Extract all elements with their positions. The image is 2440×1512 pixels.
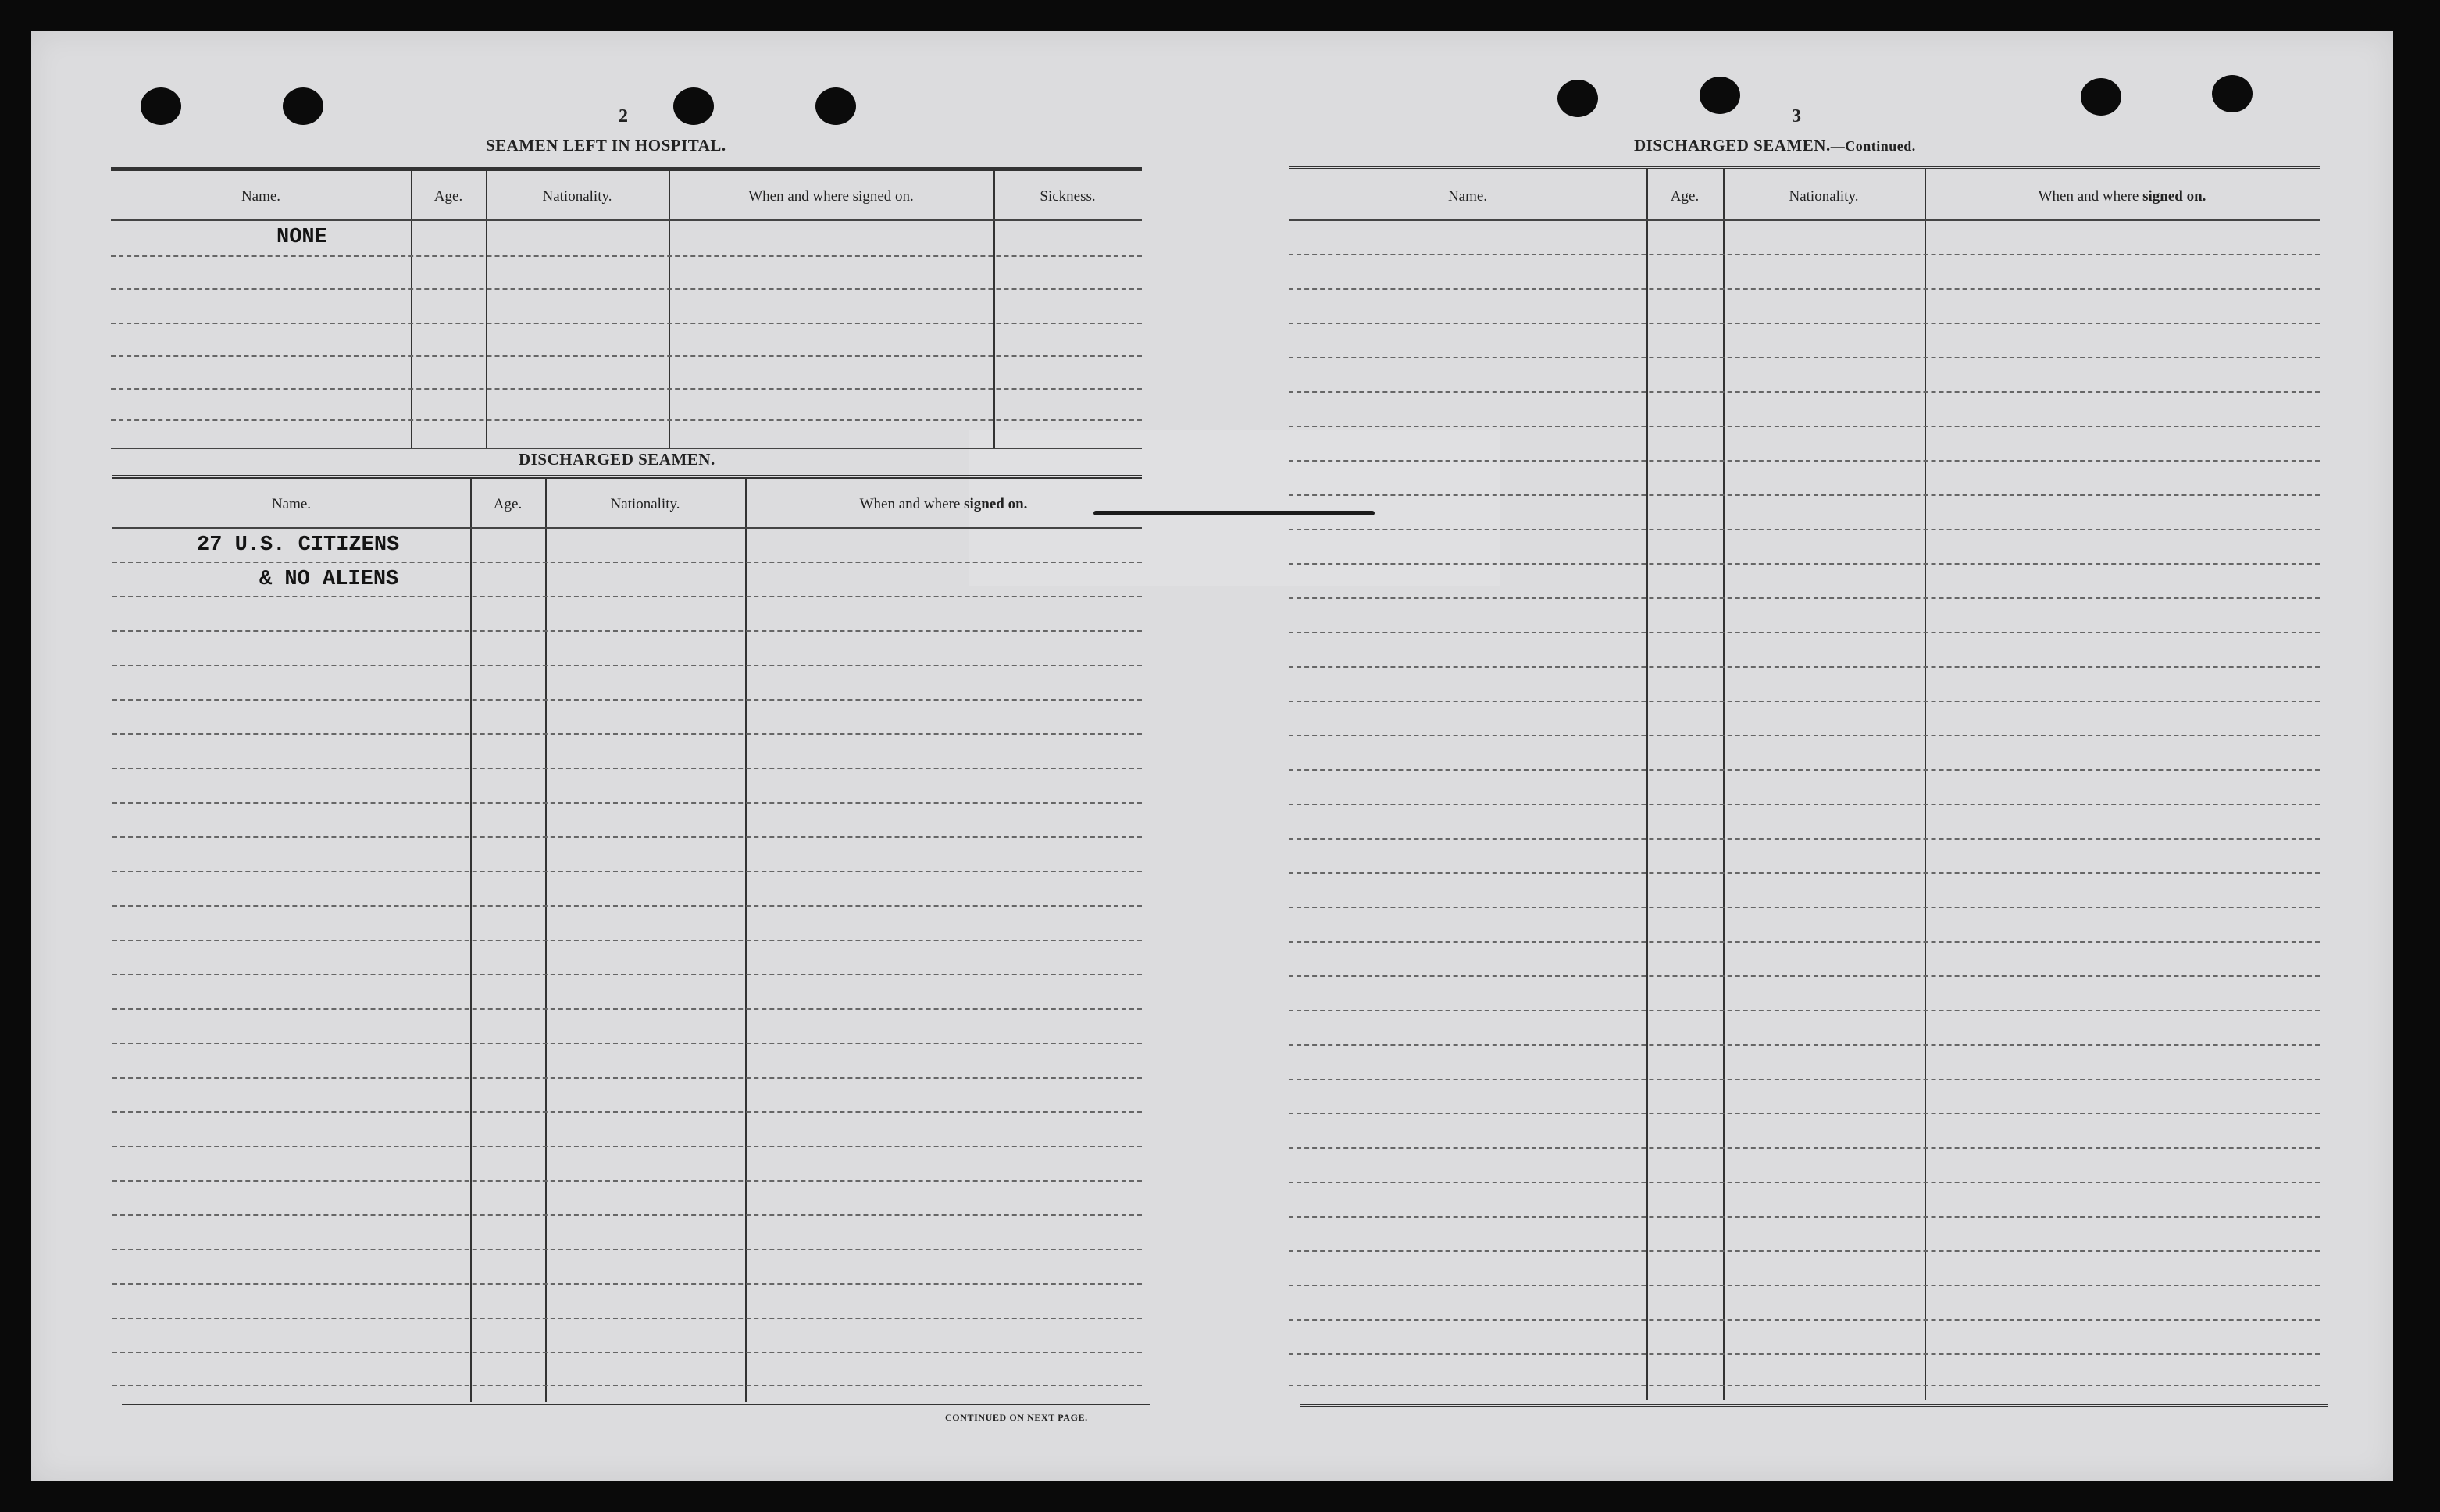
- discharged-header-age-left: Age.: [493, 496, 523, 512]
- discharged-title-left: DISCHARGED SEAMEN.: [519, 450, 715, 469]
- bottom-rule-right: [1300, 1404, 2328, 1407]
- discharged-header-name-right: Name.: [1447, 188, 1488, 205]
- hospital-entry: NONE: [276, 226, 327, 249]
- punch-hole: [1700, 77, 1740, 114]
- punch-hole: [673, 87, 714, 125]
- signed-on-prefix: When and where: [859, 496, 965, 512]
- discharged-header-name-left: Name.: [271, 496, 312, 512]
- discharged-header-nationality-right: Nationality.: [1789, 188, 1859, 205]
- punch-hole: [1557, 80, 1598, 117]
- page-number-right: 3: [1792, 106, 1801, 127]
- discharged-header-signed-on-left: [745, 496, 1142, 513]
- punch-hole: [2212, 75, 2253, 112]
- hospital-header-name: Name.: [241, 188, 281, 205]
- discharged-entry: 27 U.S. CITIZENS: [197, 533, 400, 557]
- bottom-rule-left: [122, 1403, 1150, 1405]
- continued-footnote: CONTINUED ON NEXT PAGE.: [945, 1412, 1088, 1423]
- document-sheet: [31, 31, 2393, 1481]
- hospital-table: [111, 167, 1142, 480]
- punch-hole: [815, 87, 856, 125]
- discharged-table-right: [1289, 166, 2320, 1435]
- discharged-header-signed-on-right: When and where signed on.: [2038, 188, 2206, 205]
- signed-on-bold: signed on.: [964, 496, 1028, 512]
- hospital-header-age: Age.: [433, 188, 463, 205]
- punch-hole: [2081, 78, 2121, 116]
- discharged-table-left: [112, 475, 1142, 1436]
- discharged-header-nationality-left: Nationality.: [610, 496, 680, 512]
- discharged-title-right-main: DISCHARGED SEAMEN.: [1634, 136, 1831, 155]
- discharged-entry: & NO ALIENS: [259, 568, 399, 591]
- discharged-header-age-right: Age.: [1670, 188, 1700, 205]
- punch-hole: [283, 87, 323, 125]
- hospital-header-sickness: Sickness.: [1040, 188, 1096, 205]
- hospital-header-nationality: Nationality.: [542, 188, 612, 205]
- hospital-header-signed-on: When and where signed on.: [748, 188, 914, 205]
- discharged-title-right: [1634, 136, 1916, 155]
- page-number-left: 2: [619, 106, 628, 127]
- continued-suffix: —Continued.: [1830, 138, 1916, 154]
- punch-hole: [141, 87, 181, 125]
- hospital-title: SEAMEN LEFT IN HOSPITAL.: [486, 136, 726, 155]
